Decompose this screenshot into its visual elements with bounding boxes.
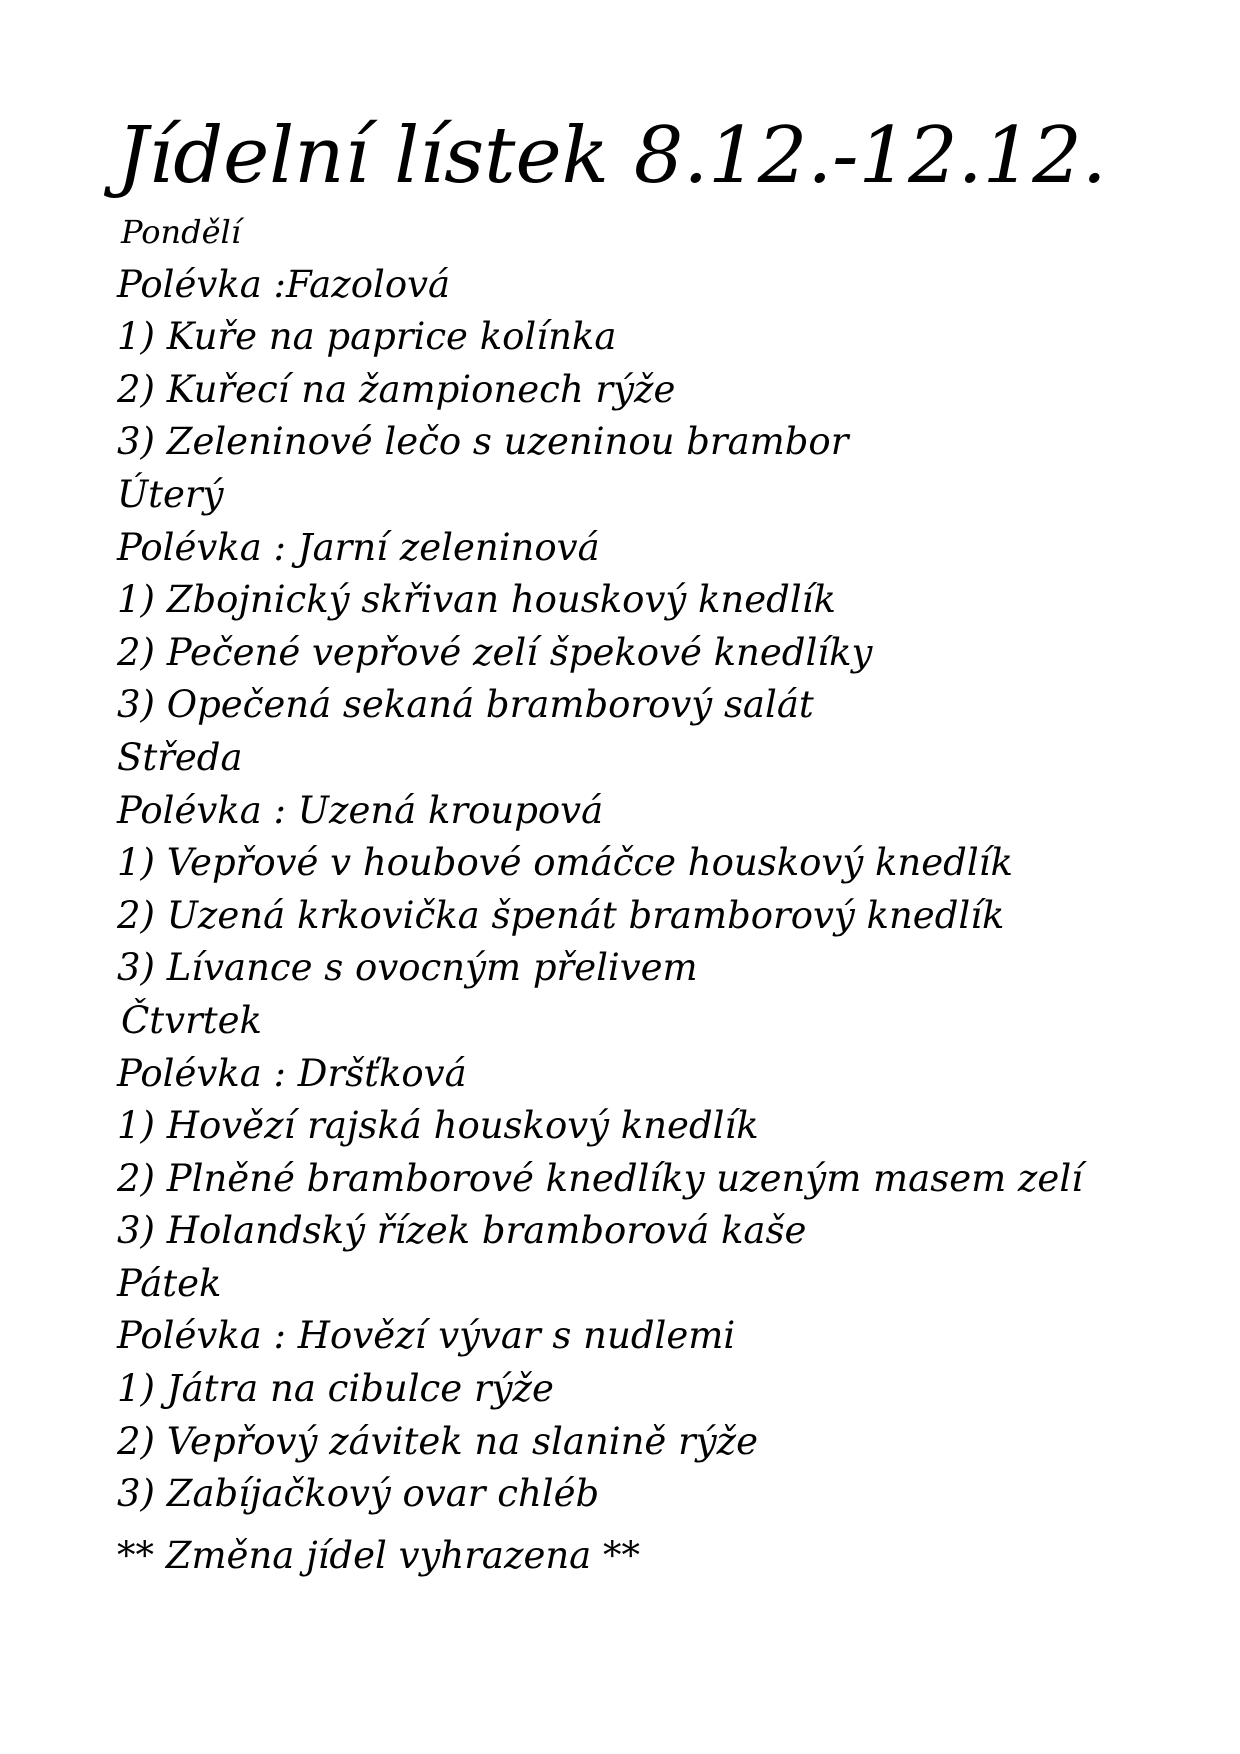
meal-wednesday-3: 3) Lívance s ovocným přelivem [117, 946, 698, 990]
meal-thursday-1: 1) Hovězí rajská houskový knedlík [117, 1104, 759, 1148]
meal-friday-2: 2) Vepřový závitek na slanině rýže [117, 1419, 759, 1463]
meal-monday-3: 3) Zeleninové lečo s uzeninou brambor [117, 420, 849, 464]
disclaimer-note: ** Změna jídel vyhrazena ** [117, 1534, 641, 1577]
meal-thursday-3: 3) Holandský řízek bramborová kaše [117, 1209, 807, 1253]
soup-thursday: Polévka : Dršťková [117, 1051, 467, 1095]
meal-tuesday-1: 1) Zbojnický skřivan houskový knedlík [117, 578, 836, 622]
day-heading-wednesday: Středa [117, 735, 243, 779]
meal-wednesday-1: 1) Vepřové v houbové omáčce houskový knedlík [117, 841, 1013, 885]
menu-list [117, 206, 1217, 1521]
meal-friday-1: 1) Játra na cibulce rýže [117, 1367, 554, 1411]
meal-tuesday-3: 3) Opečená sekaná bramborový salát [117, 683, 814, 727]
day-heading-tuesday: Úterý [117, 472, 224, 516]
meal-tuesday-2: 2) Pečené vepřové zelí špekové knedlíky [117, 630, 873, 674]
day-heading-friday: Pátek [117, 1261, 222, 1305]
meal-friday-3: 3) Zabíjačkový ovar chléb [117, 1472, 600, 1516]
soup-wednesday: Polévka : Uzená kroupová [117, 788, 604, 832]
day-heading-thursday: Čtvrtek [121, 998, 262, 1042]
page-title: Jídelní lístek 8.12.-12.12. [117, 111, 1107, 201]
meal-monday-2: 2) Kuřecí na žampionech rýže [117, 367, 676, 411]
meal-thursday-2: 2) Plněné bramborové knedlíky uzeným masem zelí [117, 1156, 1083, 1200]
soup-friday: Polévka : Hovězí vývar s nudlemi [117, 1314, 736, 1358]
meal-wednesday-2: 2) Uzená krkovička špenát bramborový knedlík [117, 893, 1005, 937]
day-heading-monday: Pondělí [121, 213, 241, 251]
soup-monday: Polévka :Fazolová [117, 262, 451, 306]
soup-tuesday: Polévka : Jarní zeleninová [117, 525, 600, 569]
meal-monday-1: 1) Kuře na paprice kolínka [117, 315, 617, 359]
